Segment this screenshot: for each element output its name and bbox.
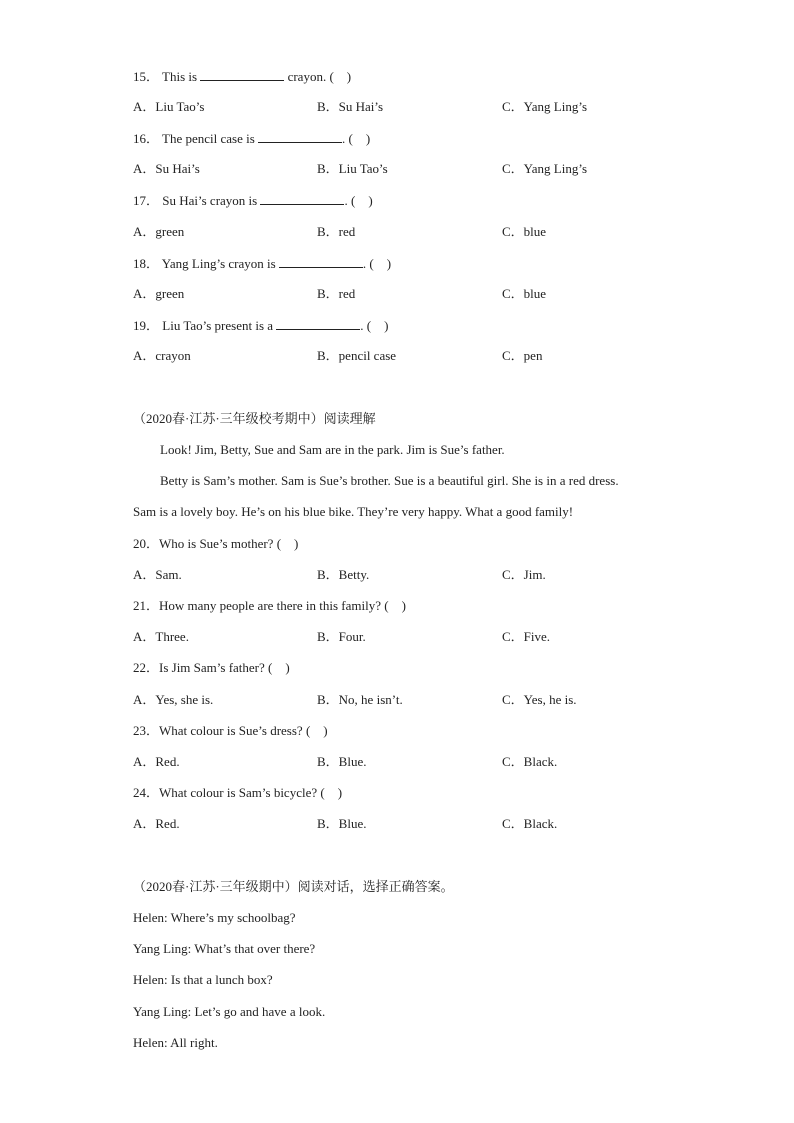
question-text-end: . — [360, 318, 364, 333]
question-20: 20．Who is Sue’s mother? ( ) — [133, 536, 299, 551]
question-text-end: . — [344, 193, 348, 208]
option-a[interactable]: A．green — [133, 224, 185, 239]
section-heading-reading: （2020春·江苏·三年级校考期中）阅读理解 — [133, 411, 376, 426]
dialogue-line: Yang Ling: What’s that over there? — [133, 941, 316, 956]
option-c[interactable]: C．Yang Ling’s — [502, 161, 588, 176]
option-b[interactable]: B．red — [317, 224, 356, 239]
answer-paren[interactable]: ( ) — [350, 193, 373, 208]
section-heading-dialogue: （2020春·江苏·三年级期中）阅读对话，选择正确答案。 — [133, 879, 454, 894]
dialogue-line: Helen: Is that a lunch box? — [133, 972, 273, 987]
answer-blank[interactable] — [260, 192, 344, 205]
option-a[interactable]: A．Sam. — [133, 567, 182, 582]
option-a[interactable]: A．Yes, she is. — [133, 692, 214, 707]
question-number: 19． — [133, 318, 160, 333]
question-text-end: . — [362, 256, 367, 271]
option-a[interactable]: A．Su Hai’s — [133, 161, 200, 176]
option-c[interactable]: C．Jim. — [502, 567, 546, 582]
dialogue-line: Yang Ling: Let’s go and have a look. — [133, 1004, 326, 1019]
answer-paren[interactable]: ( ) — [369, 256, 392, 271]
question-number: 15． — [133, 69, 160, 84]
option-b[interactable]: B．Four. — [317, 629, 366, 644]
question-number: 16． — [133, 131, 160, 146]
option-b[interactable]: B．Liu Tao’s — [317, 161, 388, 176]
option-c[interactable]: C．Black. — [502, 816, 558, 831]
question-text: This is — [162, 69, 198, 84]
question-23: 23．What colour is Sue’s dress? ( ) — [133, 723, 328, 738]
question-number: 18． — [133, 256, 160, 271]
question-number: 17． — [133, 193, 160, 208]
question-15 — [133, 68, 351, 85]
question-16 — [133, 130, 370, 147]
passage-line: Betty is Sam’s mother. Sam is Sue’s brother. Sue is a beautiful girl. She is in a red dress. — [160, 473, 619, 488]
question-text: Su Hai’s crayon is — [162, 193, 258, 208]
option-a[interactable]: A．green — [133, 286, 185, 301]
option-a[interactable]: A．Red. — [133, 754, 180, 769]
option-b[interactable]: B．red — [317, 286, 356, 301]
passage-line: Sam is a lovely boy. He’s on his blue bike. They’re very happy. What a good family! — [133, 504, 574, 519]
question-18 — [133, 255, 391, 272]
option-b[interactable]: B．Su Hai’s — [317, 99, 384, 114]
answer-paren[interactable]: ( ) — [366, 318, 389, 333]
option-b[interactable]: B．Blue. — [317, 816, 367, 831]
question-text: Yang Ling’s crayon is — [161, 256, 276, 271]
question-19 — [133, 317, 388, 334]
question-text-end: crayon. — [287, 69, 327, 84]
question-24: 24．What colour is Sam’s bicycle? ( ) — [133, 785, 343, 800]
option-b[interactable]: B．Blue. — [317, 754, 367, 769]
answer-blank[interactable] — [200, 68, 284, 81]
option-c[interactable]: C．Five. — [502, 629, 551, 644]
question-text: Liu Tao’s present is a — [162, 318, 274, 333]
answer-blank[interactable] — [276, 317, 360, 330]
option-c[interactable]: C．Yang Ling’s — [502, 99, 588, 114]
passage-line: Look! Jim, Betty, Sue and Sam are in the park. Jim is Sue’s father. — [160, 442, 505, 457]
answer-blank[interactable] — [279, 255, 363, 268]
answer-paren[interactable]: ( ) — [329, 69, 352, 84]
answer-paren[interactable]: ( ) — [348, 131, 371, 146]
question-text: The pencil case is — [162, 131, 255, 146]
option-a[interactable]: A．Red. — [133, 816, 180, 831]
option-c[interactable]: C．blue — [502, 286, 547, 301]
question-17 — [133, 192, 373, 209]
answer-blank[interactable] — [258, 130, 342, 143]
option-c[interactable]: C．Black. — [502, 754, 558, 769]
option-c[interactable]: C．pen — [502, 348, 543, 363]
question-22: 22．Is Jim Sam’s father? ( ) — [133, 660, 290, 675]
option-b[interactable]: B．No, he isn’t. — [317, 692, 403, 707]
option-a[interactable]: A．crayon — [133, 348, 191, 363]
option-b[interactable]: B．pencil case — [317, 348, 397, 363]
question-text-end: . — [342, 131, 346, 146]
dialogue-line: Helen: Where’s my schoolbag? — [133, 910, 296, 925]
option-b[interactable]: B．Betty. — [317, 567, 370, 582]
option-c[interactable]: C．blue — [502, 224, 547, 239]
option-a[interactable]: A．Three. — [133, 629, 189, 644]
option-a[interactable]: A．Liu Tao’s — [133, 99, 205, 114]
dialogue-line: Helen: All right. — [133, 1035, 218, 1050]
question-21: 21．How many people are there in this family? ( ) — [133, 598, 406, 613]
option-c[interactable]: C．Yes, he is. — [502, 692, 577, 707]
